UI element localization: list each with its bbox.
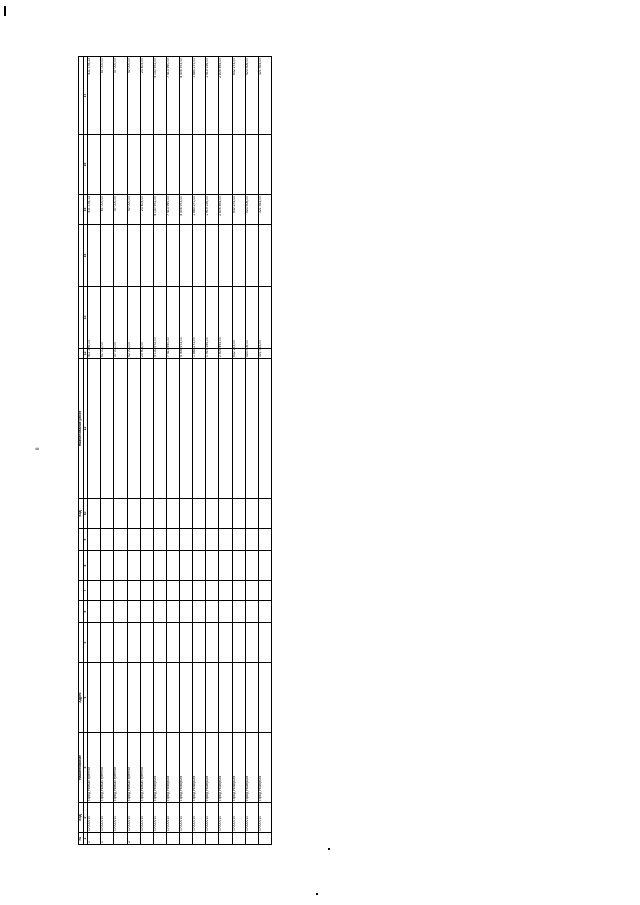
- table-cell: 1 919 195,00: [206, 349, 219, 359]
- table-cell: [140, 833, 153, 845]
- table-cell: 2 806 493,00: [219, 349, 232, 359]
- table-cell: [180, 581, 193, 601]
- table-cell: Город Ноябрьск: [245, 733, 258, 803]
- header-cell: Код: [79, 803, 84, 833]
- table-cell: [193, 623, 206, 663]
- table-cell: [258, 663, 271, 733]
- table-cell: 17000010: [101, 803, 114, 833]
- table-cell: [114, 135, 127, 195]
- table-cell: [206, 225, 219, 287]
- table-cell: 23 403,00: [140, 57, 153, 135]
- budget-table: [78, 56, 272, 845]
- table-cell: 411 178,13: [88, 195, 101, 225]
- table-cell: [258, 581, 271, 601]
- table-cell: [153, 623, 166, 663]
- table-cell: 61 000,00: [101, 349, 114, 359]
- table-cell: [127, 581, 140, 601]
- table-cell: [206, 529, 219, 551]
- table-cell: [101, 225, 114, 287]
- table-cell: [232, 663, 245, 733]
- table-cell: [206, 833, 219, 845]
- column-number-cell: 15: [83, 195, 88, 225]
- table-cell: [245, 135, 258, 195]
- table-cell: [114, 225, 127, 287]
- table-cell: [245, 833, 258, 845]
- table-cell: [153, 581, 166, 601]
- table-cell: [114, 551, 127, 581]
- table-cell: [232, 499, 245, 529]
- table-cell: [206, 663, 219, 733]
- table-cell: [245, 499, 258, 529]
- column-number-cell: 9: [83, 529, 88, 551]
- table-cell: [114, 663, 127, 733]
- table-cell: 321 923,00: [258, 195, 271, 225]
- column-number-cell: 1: [83, 833, 88, 845]
- table-cell: [232, 359, 245, 499]
- table-cell: [140, 529, 153, 551]
- table-cell: [114, 623, 127, 663]
- table-cell: 17000010: [180, 803, 193, 833]
- table-cell: 2: [127, 833, 140, 845]
- table-cell: 23 403,00: [140, 349, 153, 359]
- table-cell: [88, 499, 101, 529]
- table-cell: 4 130 972,00: [153, 57, 166, 135]
- table-cell: [180, 529, 193, 551]
- table-row: [193, 57, 206, 845]
- column-number-cell: 7: [83, 581, 88, 601]
- table-cell: [88, 135, 101, 195]
- table-cell: [206, 581, 219, 601]
- table-cell: [232, 833, 245, 845]
- table-cell: [258, 529, 271, 551]
- table-cell: [232, 601, 245, 623]
- table-cell: [101, 529, 114, 551]
- table-cell: 7 413 990,00: [166, 349, 179, 359]
- table-cell: [232, 225, 245, 287]
- table-cell: 7 413 990,00: [166, 57, 179, 135]
- table-cell: 17000010: [245, 803, 258, 833]
- table-cell: [245, 359, 258, 499]
- table-cell: [258, 225, 271, 287]
- table-cell: [140, 581, 153, 601]
- column-number-cell: 8: [83, 551, 88, 581]
- table-cell: [193, 663, 206, 733]
- header-cell: Наименование работ: [79, 359, 84, 499]
- table-row: [88, 57, 101, 845]
- column-number-cell: 12: [83, 349, 88, 359]
- table-cell: [245, 529, 258, 551]
- table-cell: [166, 529, 179, 551]
- table-cell: [166, 833, 179, 845]
- table-cell: [114, 529, 127, 551]
- table-cell: [245, 623, 258, 663]
- table-cell: 17000010: [140, 803, 153, 833]
- table-cell: [219, 225, 232, 287]
- table-cell: [127, 499, 140, 529]
- table-cell: [127, 225, 140, 287]
- table-cell: [232, 623, 245, 663]
- table-cell: [232, 529, 245, 551]
- column-number-cell: 16: [83, 135, 88, 195]
- table-cell: 4 130 972,00: [153, 195, 166, 225]
- header-cell: №: [79, 833, 84, 845]
- table-cell: [101, 663, 114, 733]
- table-cell: [140, 623, 153, 663]
- table-cell: Город Ноябрьск: [258, 733, 271, 803]
- table-cell: Город Новый Уренгой: [88, 733, 101, 803]
- table-cell: [245, 225, 258, 287]
- column-number-cell: 14: [83, 225, 88, 287]
- table-cell: [88, 359, 101, 499]
- table-cell: [206, 359, 219, 499]
- column-number-cell: 13: [83, 287, 88, 349]
- table-cell: [180, 225, 193, 287]
- table-cell: [258, 135, 271, 195]
- table-cell: [114, 359, 127, 499]
- table-cell: 632 273,00: [232, 349, 245, 359]
- table-cell: [140, 499, 153, 529]
- table-cell: Город Ноябрьск: [166, 733, 179, 803]
- table-cell: [180, 833, 193, 845]
- table-cell: Город Новый Уренгой: [127, 733, 140, 803]
- table-cell: 17000010: [88, 803, 101, 833]
- column-number-cell: 5: [83, 623, 88, 663]
- table-cell: [101, 601, 114, 623]
- table-cell: 1 883 271,00: [193, 57, 206, 135]
- table-cell: Город Новый Уренгой: [101, 733, 114, 803]
- table-cell: [206, 551, 219, 581]
- table-cell: [180, 601, 193, 623]
- table-cell: 321 923,00: [258, 57, 271, 135]
- table-cell: [193, 135, 206, 195]
- table-cell: [153, 833, 166, 845]
- table-cell: [219, 833, 232, 845]
- table-row: [258, 57, 271, 845]
- table-cell: 4 406 973,00: [180, 195, 193, 225]
- table-cell: [101, 135, 114, 195]
- table-cell: [166, 135, 179, 195]
- table-cell: [219, 581, 232, 601]
- page-number: 8: [36, 447, 41, 450]
- table-cell: [258, 359, 271, 499]
- table-cell: [166, 663, 179, 733]
- table-cell: 17000010: [258, 803, 271, 833]
- table-cell: [101, 499, 114, 529]
- table-cell: [166, 551, 179, 581]
- table-cell: [180, 499, 193, 529]
- table-cell: [114, 601, 127, 623]
- column-number-cell: 6: [83, 601, 88, 623]
- table-cell: [193, 225, 206, 287]
- column-number-cell: 3: [83, 733, 88, 803]
- table-cell: 411 178,13: [88, 349, 101, 359]
- table-cell: [127, 135, 140, 195]
- table-cell: 17000010: [232, 803, 245, 833]
- table-cell: 2 806 493,00: [219, 195, 232, 225]
- table-cell: 4 406 973,00: [180, 349, 193, 359]
- column-number-cell: 10: [83, 499, 88, 529]
- table-cell: [193, 601, 206, 623]
- table-cell: 52 000,00: [127, 349, 140, 359]
- table-cell: 52 000,00: [127, 57, 140, 135]
- table-body: [88, 57, 272, 845]
- table-cell: [245, 551, 258, 581]
- table-cell: 523 506,00: [245, 195, 258, 225]
- column-number-cell: 4: [83, 663, 88, 733]
- table-cell: 4 130 972,00: [153, 349, 166, 359]
- table-row: [127, 57, 140, 845]
- table-row: [180, 57, 193, 845]
- table-cell: Город Ноябрьск: [180, 733, 193, 803]
- table-cell: [206, 499, 219, 529]
- table-cell: [219, 135, 232, 195]
- table-cell: [219, 601, 232, 623]
- table-cell: [88, 601, 101, 623]
- header-cell: Код: [79, 499, 84, 529]
- table-row: [206, 57, 219, 845]
- table-cell: [101, 623, 114, 663]
- table-cell: 411 178,13: [88, 57, 101, 135]
- table-cell: [101, 581, 114, 601]
- table-cell: [258, 601, 271, 623]
- table-cell: [127, 623, 140, 663]
- scan-dot: [328, 848, 330, 850]
- table-cell: 17000010: [193, 803, 206, 833]
- table-cell: [88, 225, 101, 287]
- table-cell: [193, 581, 206, 601]
- table-cell: [245, 601, 258, 623]
- table-cell: [193, 359, 206, 499]
- table-row: [232, 57, 245, 845]
- table-cell: [140, 663, 153, 733]
- table-cell: [219, 663, 232, 733]
- table-cell: 2 806 493,00: [219, 57, 232, 135]
- table-cell: 523 506,00: [245, 349, 258, 359]
- table-cell: [232, 135, 245, 195]
- header-cell: Наименование: [79, 733, 84, 803]
- table-cell: 4 406 973,00: [180, 57, 193, 135]
- table-cell: [140, 225, 153, 287]
- table-cell: [258, 499, 271, 529]
- table-cell: 1: [88, 833, 101, 845]
- table-cell: [219, 529, 232, 551]
- table-cell: [153, 663, 166, 733]
- table-cell: [114, 287, 127, 349]
- table-cell: [101, 551, 114, 581]
- table-cell: 632 273,00: [232, 57, 245, 135]
- table-row: [140, 57, 153, 845]
- table-cell: [127, 287, 140, 349]
- table-cell: Город Ноябрьск: [153, 733, 166, 803]
- table-cell: [153, 359, 166, 499]
- table-cell: [114, 833, 127, 845]
- table-cell: [180, 135, 193, 195]
- table-row: [219, 57, 232, 845]
- table-cell: 61 000,00: [101, 57, 114, 135]
- table-cell: [166, 601, 179, 623]
- table-row: [101, 57, 114, 845]
- table-cell: [140, 135, 153, 195]
- table-cell: Город Ноябрьск: [232, 733, 245, 803]
- table-cell: [206, 135, 219, 195]
- table-cell: [219, 551, 232, 581]
- table-cell: [153, 499, 166, 529]
- table-cell: [153, 551, 166, 581]
- table-cell: [245, 581, 258, 601]
- table-cell: [153, 529, 166, 551]
- table-cell: Город Ноябрьск: [193, 733, 206, 803]
- table-cell: 523 506,00: [245, 57, 258, 135]
- table-cell: [232, 581, 245, 601]
- table-cell: [101, 287, 114, 349]
- table-cell: 23 403,00: [140, 195, 153, 225]
- table-cell: [180, 623, 193, 663]
- table-cell: [258, 833, 271, 845]
- table-cell: [88, 623, 101, 663]
- table-cell: [180, 663, 193, 733]
- table-cell: [206, 601, 219, 623]
- table-cell: [153, 135, 166, 195]
- table-row: [153, 57, 166, 845]
- table-row: [166, 57, 179, 845]
- table-cell: [114, 581, 127, 601]
- table-cell: [219, 359, 232, 499]
- table-cell: [114, 499, 127, 529]
- table-cell: [245, 663, 258, 733]
- table-cell: [88, 529, 101, 551]
- table-cell: [127, 529, 140, 551]
- table-cell: [180, 359, 193, 499]
- table-cell: [127, 551, 140, 581]
- table-cell: Город Новый Уренгой: [140, 733, 153, 803]
- table-cell: [140, 601, 153, 623]
- table-cell: 321 923,00: [258, 349, 271, 359]
- table-cell: [166, 623, 179, 663]
- table-cell: [232, 551, 245, 581]
- table-cell: Город Новый Уренгой: [114, 733, 127, 803]
- table-cell: 632 273,00: [232, 195, 245, 225]
- table-cell: [88, 581, 101, 601]
- table-cell: 1 883 271,00: [193, 349, 206, 359]
- table-cell: [88, 551, 101, 581]
- table-cell: [193, 551, 206, 581]
- table-cell: 37 000,00: [114, 57, 127, 135]
- table-cell: [153, 225, 166, 287]
- table-cell: 52 000,00: [127, 195, 140, 225]
- table-cell: [219, 499, 232, 529]
- table-cell: Город Ноябрьск: [219, 733, 232, 803]
- table-cell: [166, 225, 179, 287]
- table-cell: [193, 529, 206, 551]
- table-cell: 17000010: [166, 803, 179, 833]
- column-number-cell: 17: [83, 57, 88, 135]
- table-cell: Город Ноябрьск: [206, 733, 219, 803]
- table-cell: [219, 623, 232, 663]
- table-cell: 17000010: [127, 803, 140, 833]
- table-cell: [140, 287, 153, 349]
- table-cell: 17000010: [153, 803, 166, 833]
- table-cell: [127, 359, 140, 499]
- table-cell: [140, 359, 153, 499]
- table-cell: [127, 601, 140, 623]
- table-cell: 37 000,00: [114, 195, 127, 225]
- table-cell: [166, 359, 179, 499]
- column-number-cell: 2: [83, 803, 88, 833]
- table-cell: 1 883 271,00: [193, 195, 206, 225]
- table-cell: [180, 551, 193, 581]
- scan-mark: [4, 6, 6, 16]
- table-cell: 17000010: [114, 803, 127, 833]
- table-cell: [193, 499, 206, 529]
- scan-dot: [316, 893, 318, 895]
- table-cell: [166, 499, 179, 529]
- table-cell: [206, 623, 219, 663]
- header-cell: Адрес: [79, 663, 84, 733]
- table-row: [114, 57, 127, 845]
- table-cell: 1: [101, 833, 114, 845]
- table-cell: 61 000,00: [101, 195, 114, 225]
- table-cell: 37 000,00: [114, 349, 127, 359]
- table-cell: [127, 663, 140, 733]
- table-cell: [166, 581, 179, 601]
- table-row: [245, 57, 258, 845]
- column-number-cell: 11: [83, 359, 88, 499]
- table-cell: [101, 359, 114, 499]
- table-cell: [193, 833, 206, 845]
- table-cell: [258, 623, 271, 663]
- rotated-table-wrapper: [78, 57, 272, 845]
- table-cell: [140, 551, 153, 581]
- table-cell: 1 919 195,00: [206, 195, 219, 225]
- table-cell: 17000010: [219, 803, 232, 833]
- table-cell: [258, 551, 271, 581]
- table-cell: 1 919 195,00: [206, 57, 219, 135]
- table-cell: 7 413 990,00: [166, 195, 179, 225]
- table-cell: [153, 601, 166, 623]
- table-cell: 17000010: [206, 803, 219, 833]
- table-cell: [88, 663, 101, 733]
